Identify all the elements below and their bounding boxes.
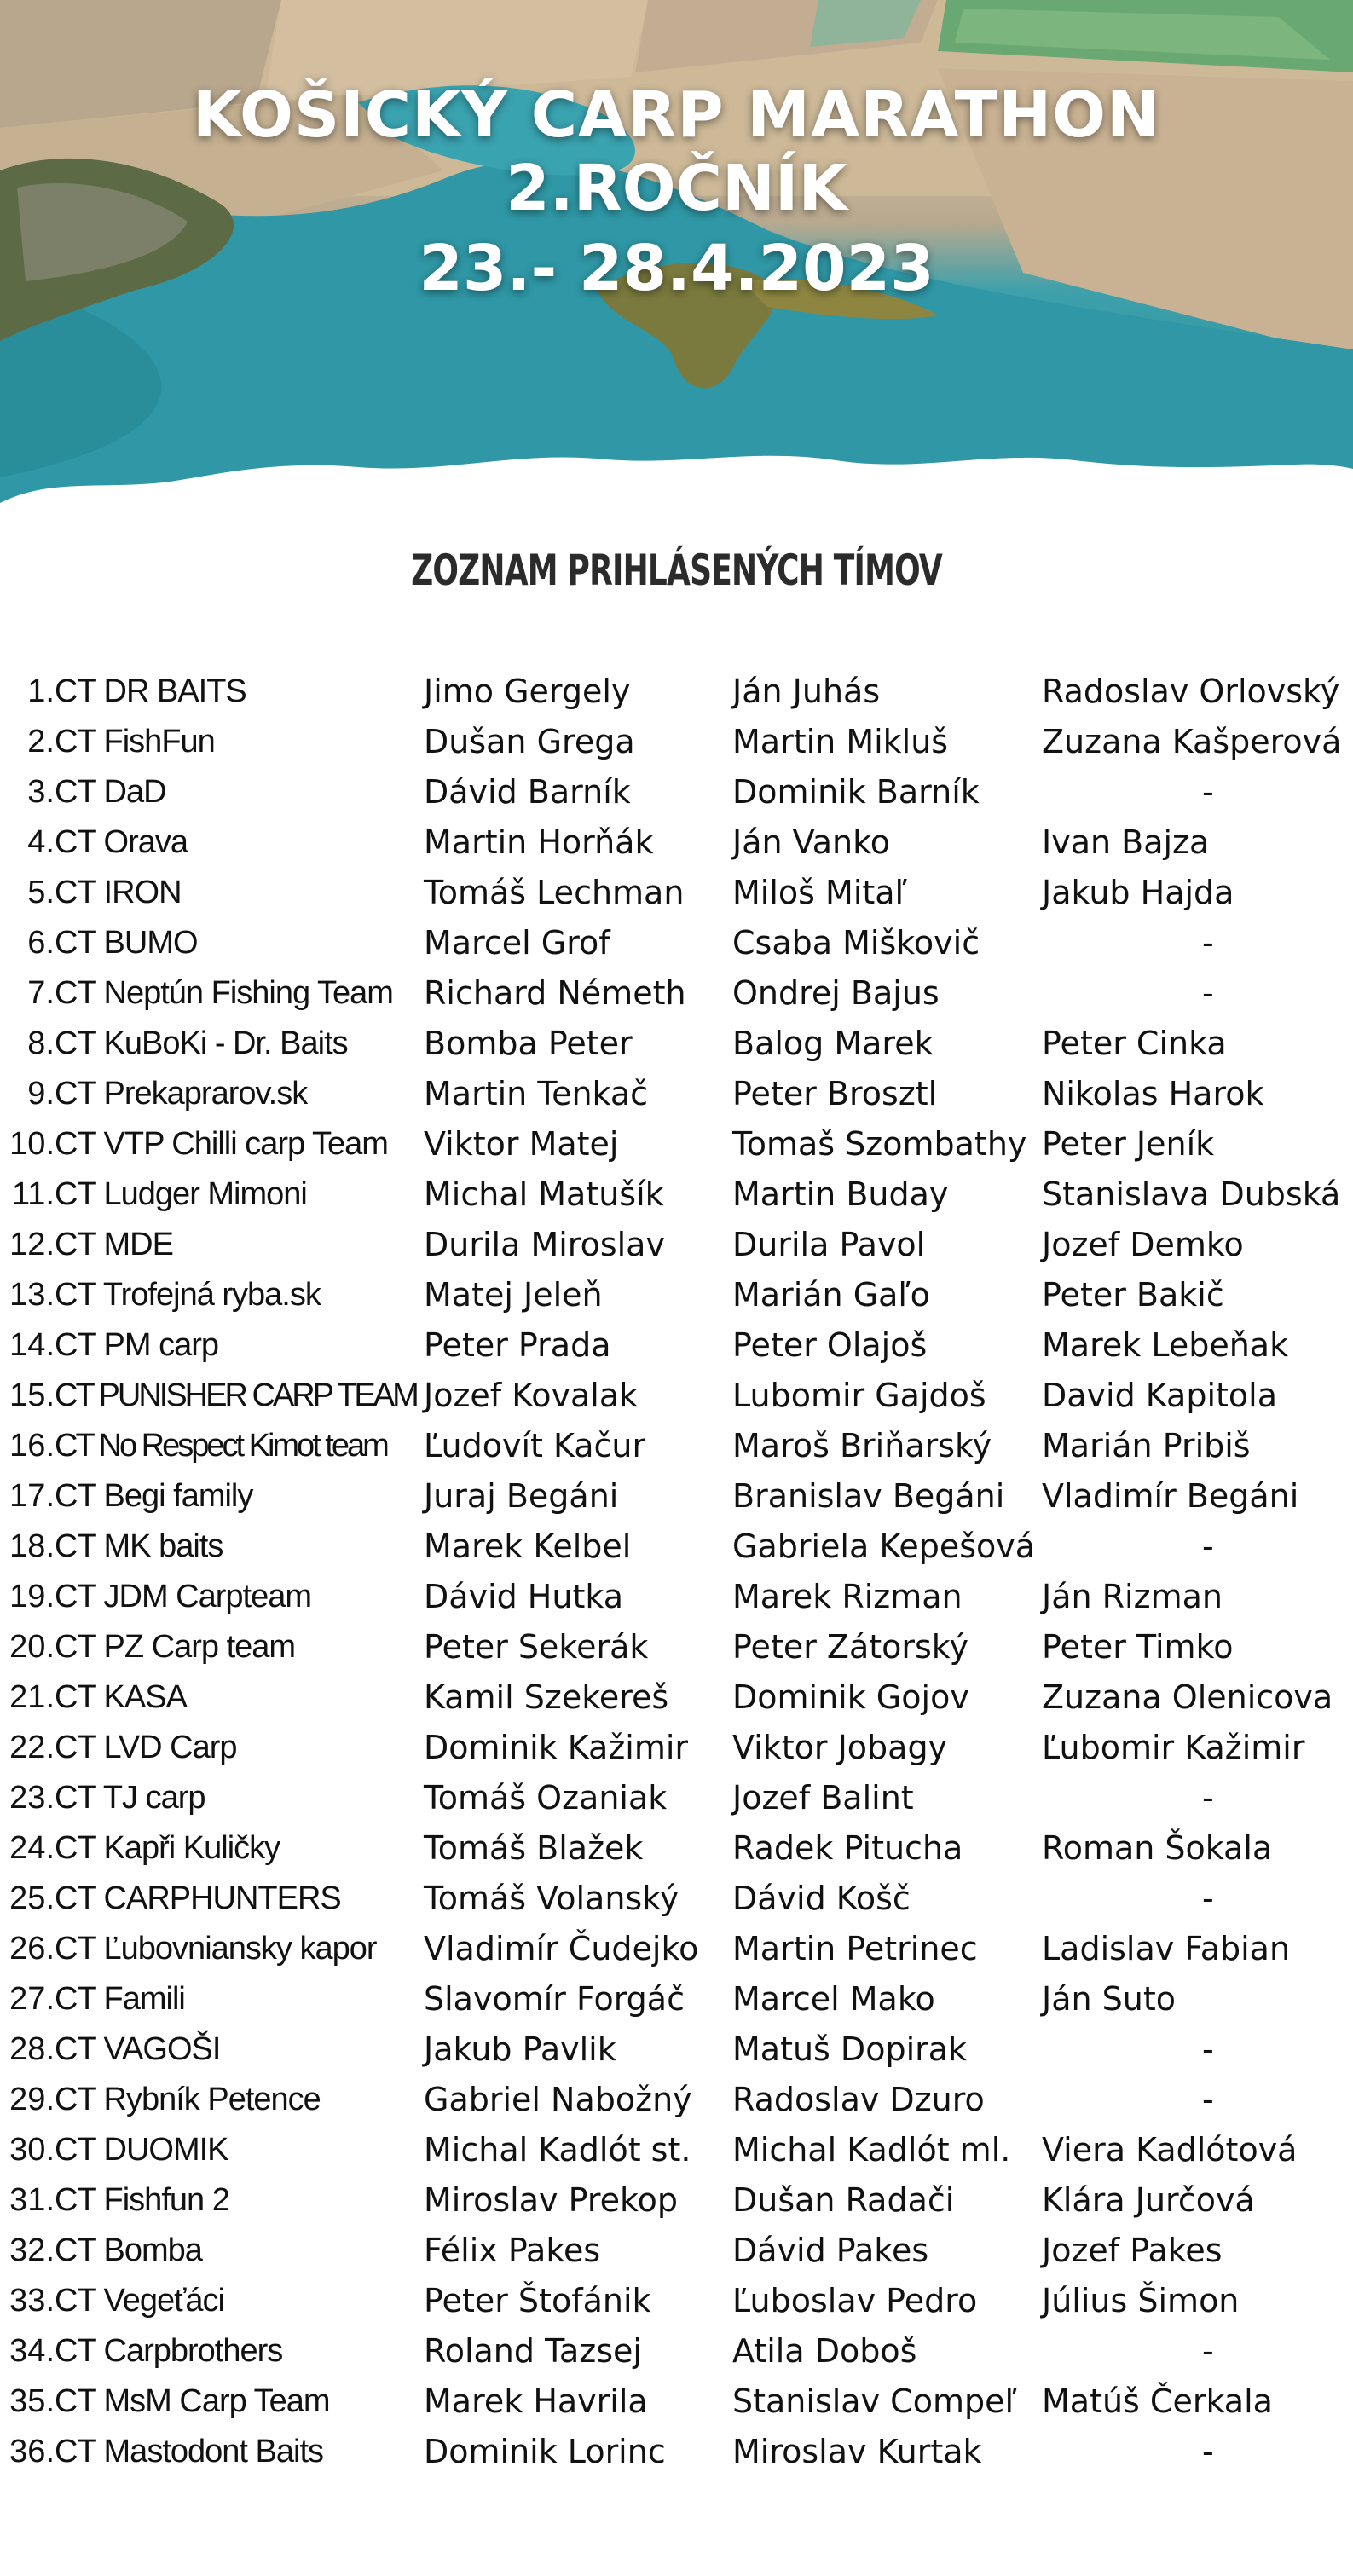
member-1: Michal Kadlót st. bbox=[424, 2131, 691, 2169]
member-2: Branislav Begáni bbox=[732, 1477, 1005, 1515]
team-number: 34. bbox=[9, 2333, 55, 2369]
member-1: Richard Németh bbox=[424, 974, 686, 1012]
member-3: - bbox=[1202, 2030, 1214, 2068]
member-1: Dávid Hutka bbox=[424, 1578, 623, 1615]
member-3: - bbox=[1202, 1880, 1214, 1917]
member-2: Atila Doboš bbox=[732, 2332, 917, 2370]
member-3: Július Šimon bbox=[1042, 2282, 1240, 2319]
team-name: CT VTP Chilli carp Team bbox=[55, 1126, 388, 1162]
member-1: Matej Jeleň bbox=[424, 1276, 603, 1314]
member-2: Radoslav Dzuro bbox=[732, 2081, 985, 2118]
member-3: Roman Šokala bbox=[1042, 1829, 1273, 1867]
team-name: CT VAGOŠI bbox=[55, 2031, 221, 2067]
member-1: Peter Štofánik bbox=[424, 2282, 651, 2319]
team-row bbox=[0, 1874, 1353, 1924]
member-1: Peter Sekerák bbox=[424, 1628, 649, 1666]
team-row bbox=[0, 2326, 1353, 2377]
member-3: Peter Cinka bbox=[1042, 1025, 1227, 1062]
team-number: 14. bbox=[9, 1327, 55, 1363]
team-name: CT KASA bbox=[55, 1679, 187, 1715]
member-2: Marek Rizman bbox=[732, 1578, 963, 1615]
member-3: Ján Suto bbox=[1042, 1980, 1177, 2018]
team-name: CT MDE bbox=[55, 1227, 173, 1262]
member-1: Martin Horňák bbox=[424, 823, 654, 861]
team-number: 28. bbox=[9, 2031, 55, 2067]
member-2: Ondrej Bajus bbox=[732, 974, 940, 1012]
member-3: Zuzana Olenicova bbox=[1042, 1678, 1333, 1716]
team-name: CT Prekaprarov.sk bbox=[55, 1076, 308, 1112]
team-name: CT JDM Carpteam bbox=[55, 1579, 312, 1614]
team-number: 27. bbox=[9, 1981, 55, 2017]
team-row bbox=[0, 2377, 1353, 2427]
member-1: Marek Kelbel bbox=[424, 1528, 632, 1565]
team-number: 23. bbox=[9, 1780, 55, 1816]
team-number: 10. bbox=[9, 1126, 55, 1162]
member-3: - bbox=[1202, 924, 1214, 962]
team-name: CT DUOMIK bbox=[55, 2132, 228, 2168]
member-3: Ľubomir Kažimir bbox=[1042, 1729, 1305, 1766]
member-1: Peter Prada bbox=[424, 1326, 611, 1364]
member-2: Tomaš Szombathy bbox=[732, 1125, 1027, 1163]
member-1: Miroslav Prekop bbox=[424, 2181, 679, 2219]
team-number: 6. bbox=[27, 925, 55, 961]
member-2: Miroslav Kurtak bbox=[732, 2433, 982, 2470]
member-2: Stanislav Compeľ bbox=[732, 2383, 1017, 2420]
team-row bbox=[0, 2175, 1353, 2226]
member-3: Ivan Bajza bbox=[1042, 823, 1210, 861]
team-number: 11. bbox=[11, 1176, 55, 1212]
member-3: - bbox=[1202, 1528, 1214, 1565]
team-name: CT TJ carp bbox=[55, 1780, 205, 1816]
team-name: CT BUMO bbox=[55, 925, 198, 961]
member-3: Stanislava Dubská bbox=[1042, 1175, 1341, 1213]
team-row bbox=[0, 2276, 1353, 2326]
member-2: Peter Brosztl bbox=[732, 1075, 938, 1112]
member-1: Jakub Pavlik bbox=[424, 2030, 616, 2068]
member-1: Juraj Begáni bbox=[424, 1477, 619, 1515]
member-2: Dávid Pakes bbox=[732, 2232, 929, 2269]
team-row bbox=[0, 1823, 1353, 1874]
member-1: Tomáš Ozaniak bbox=[424, 1779, 668, 1816]
team-name: CT Famili bbox=[55, 1981, 185, 2017]
member-2: Martin Buday bbox=[732, 1175, 949, 1213]
member-1: Viktor Matej bbox=[424, 1125, 619, 1163]
member-1: Ľudovít Kačur bbox=[424, 1427, 646, 1464]
team-number: 29. bbox=[9, 2082, 55, 2117]
team-row bbox=[0, 2024, 1353, 2075]
team-number: 9. bbox=[27, 1076, 55, 1112]
member-1: Martin Tenkač bbox=[424, 1075, 649, 1112]
team-number: 35. bbox=[9, 2383, 55, 2419]
team-row bbox=[0, 1622, 1353, 1672]
team-row bbox=[0, 717, 1353, 767]
member-1: Durila Miroslav bbox=[424, 1226, 665, 1263]
member-3: Jozef Pakes bbox=[1042, 2232, 1223, 2269]
member-2: Dávid Košč bbox=[732, 1880, 911, 1917]
team-row bbox=[0, 1320, 1353, 1371]
member-2: Jozef Balint bbox=[732, 1779, 914, 1816]
team-row bbox=[0, 2075, 1353, 2125]
team-row bbox=[0, 1019, 1353, 1069]
team-row bbox=[0, 968, 1353, 1019]
team-name: CT Ludger Mimoni bbox=[55, 1176, 307, 1212]
member-2: Lubomir Gajdoš bbox=[732, 1377, 986, 1414]
member-2: Dušan Radači bbox=[732, 2181, 955, 2219]
member-3: Ladislav Fabian bbox=[1042, 1930, 1291, 1967]
team-number: 32. bbox=[9, 2232, 55, 2268]
event-edition: 2.ROČNÍK bbox=[506, 152, 847, 225]
team-number: 26. bbox=[9, 1931, 55, 1967]
team-row bbox=[0, 1119, 1353, 1170]
team-number: 21. bbox=[9, 1679, 55, 1715]
member-2: Dominik Barník bbox=[732, 773, 980, 811]
member-3: - bbox=[1202, 1779, 1214, 1816]
member-1: Tomáš Volanský bbox=[424, 1880, 679, 1917]
team-row bbox=[0, 1522, 1353, 1572]
member-3: Viera Kadlótová bbox=[1042, 2131, 1298, 2169]
team-name: CT PM carp bbox=[55, 1327, 219, 1363]
member-2: Peter Zátorský bbox=[732, 1628, 968, 1666]
team-row bbox=[0, 2427, 1353, 2477]
member-1: Roland Tazsej bbox=[424, 2332, 642, 2370]
team-name: CT PUNISHER CARP TEAM bbox=[55, 1378, 417, 1413]
team-name: CT Begi family bbox=[55, 1478, 253, 1514]
team-row bbox=[0, 667, 1353, 717]
teams-table bbox=[0, 667, 1353, 2477]
member-2: Csaba Miškovič bbox=[732, 924, 980, 962]
team-number: 16. bbox=[9, 1428, 55, 1464]
member-3: - bbox=[1202, 974, 1214, 1012]
team-name: CT Rybník Petence bbox=[55, 2082, 321, 2117]
member-1: Marek Havrila bbox=[424, 2383, 648, 2420]
member-1: Dominik Lorinc bbox=[424, 2433, 666, 2470]
member-1: Michal Matušík bbox=[424, 1175, 664, 1213]
member-2: Dominik Gojov bbox=[732, 1678, 969, 1716]
team-row bbox=[0, 1672, 1353, 1723]
member-3: - bbox=[1202, 2081, 1214, 2118]
member-3: - bbox=[1202, 773, 1214, 811]
member-1: Tomáš Lechman bbox=[424, 874, 685, 911]
member-1: Dávid Barník bbox=[424, 773, 631, 811]
team-row bbox=[0, 817, 1353, 868]
team-number: 36. bbox=[9, 2434, 55, 2469]
team-row bbox=[0, 1723, 1353, 1773]
team-number: 8. bbox=[27, 1025, 55, 1061]
team-row bbox=[0, 767, 1353, 817]
member-2: Gabriela Kepešová bbox=[732, 1528, 1036, 1565]
registered-teams-heading: ZOZNAM PRIHLÁSENÝCH TÍMOV bbox=[411, 546, 942, 595]
team-number: 19. bbox=[9, 1579, 55, 1614]
member-3: - bbox=[1202, 2433, 1214, 2470]
member-2: Michal Kadlót ml. bbox=[732, 2131, 1011, 2169]
team-row bbox=[0, 1421, 1353, 1471]
member-1: Jimo Gergely bbox=[424, 673, 631, 710]
team-number: 30. bbox=[9, 2132, 55, 2168]
team-row bbox=[0, 1924, 1353, 1974]
team-name: CT Ľubovniansky kapor bbox=[55, 1931, 377, 1967]
member-3: Marek Lebeňak bbox=[1042, 1326, 1289, 1364]
member-2: Martin Petrinec bbox=[732, 1930, 978, 1967]
team-row bbox=[0, 1220, 1353, 1270]
team-number: 3. bbox=[27, 774, 55, 810]
team-number: 13. bbox=[9, 1277, 55, 1313]
team-name: CT Carpbrothers bbox=[55, 2333, 283, 2369]
member-3: Klára Jurčová bbox=[1042, 2181, 1255, 2219]
team-name: CT Fishfun 2 bbox=[55, 2182, 229, 2218]
team-number: 20. bbox=[9, 1629, 55, 1665]
member-2: Ján Vanko bbox=[732, 823, 890, 861]
team-row bbox=[0, 2226, 1353, 2276]
team-number: 4. bbox=[27, 824, 55, 860]
member-3: Marián Pribiš bbox=[1042, 1427, 1251, 1464]
team-row bbox=[0, 1270, 1353, 1320]
member-2: Miloš Mitaľ bbox=[732, 874, 907, 911]
team-number: 1. bbox=[27, 673, 55, 709]
member-2: Ján Juhás bbox=[732, 673, 881, 710]
member-3: - bbox=[1202, 2332, 1214, 2370]
member-2: Marián Gaľo bbox=[732, 1276, 930, 1314]
member-1: Dominik Kažimir bbox=[424, 1729, 689, 1766]
team-name: CT MK baits bbox=[55, 1528, 223, 1564]
member-2: Viktor Jobagy bbox=[732, 1729, 948, 1766]
team-row bbox=[0, 918, 1353, 968]
member-3: Peter Timko bbox=[1042, 1628, 1234, 1666]
member-1: Vladimír Čudejko bbox=[424, 1930, 699, 1967]
team-name: CT DaD bbox=[55, 774, 166, 810]
member-1: Tomáš Blažek bbox=[424, 1829, 644, 1867]
member-1: Gabriel Nabožný bbox=[424, 2081, 692, 2118]
team-name: CT MsM Carp Team bbox=[55, 2383, 330, 2419]
team-name: CT Bomba bbox=[55, 2232, 202, 2268]
team-name: CT Mastodont Baits bbox=[55, 2434, 324, 2469]
member-1: Jozef Kovalak bbox=[424, 1377, 639, 1414]
team-number: 18. bbox=[9, 1528, 55, 1564]
member-2: Durila Pavol bbox=[732, 1226, 926, 1263]
team-number: 25. bbox=[9, 1880, 55, 1916]
team-number: 31. bbox=[9, 2182, 55, 2218]
team-name: CT CARPHUNTERS bbox=[55, 1880, 341, 1916]
member-3: Jozef Demko bbox=[1042, 1226, 1244, 1263]
member-3: David Kapitola bbox=[1042, 1377, 1278, 1414]
team-name: CT Kapři Kuličky bbox=[55, 1830, 280, 1866]
team-row bbox=[0, 1471, 1353, 1522]
team-name: CT LVD Carp bbox=[55, 1730, 237, 1765]
team-name: CT Neptún Fishing Team bbox=[55, 975, 393, 1011]
team-name: CT KuBoKi - Dr. Baits bbox=[55, 1025, 348, 1061]
team-name: CT Trofejná ryba.sk bbox=[55, 1277, 321, 1313]
team-name: CT PZ Carp team bbox=[55, 1629, 296, 1665]
member-2: Marcel Mako bbox=[732, 1980, 935, 2018]
team-number: 2. bbox=[27, 724, 55, 760]
member-2: Matuš Dopirak bbox=[732, 2030, 968, 2068]
team-number: 24. bbox=[9, 1830, 55, 1866]
member-1: Dušan Grega bbox=[424, 723, 635, 760]
member-2: Ľuboslav Pedro bbox=[732, 2282, 978, 2319]
member-2: Martin Mikluš bbox=[732, 723, 949, 760]
member-3: Ján Rizman bbox=[1042, 1578, 1223, 1615]
team-name: CT Orava bbox=[55, 824, 188, 860]
member-2: Peter Olajoš bbox=[732, 1326, 928, 1364]
event-dates: 23.- 28.4.2023 bbox=[419, 232, 934, 305]
team-number: 17. bbox=[9, 1478, 55, 1514]
team-row bbox=[0, 1974, 1353, 2024]
member-1: Bomba Peter bbox=[424, 1025, 633, 1062]
team-name: CT IRON bbox=[55, 875, 182, 910]
team-name: CT Vegeťáci bbox=[55, 2283, 225, 2319]
member-3: Radoslav Orlovský bbox=[1042, 673, 1340, 710]
team-row bbox=[0, 1371, 1353, 1421]
team-name: CT No Respect Kimot team bbox=[55, 1428, 387, 1464]
member-3: Matúš Čerkala bbox=[1042, 2383, 1273, 2420]
team-number: 7. bbox=[27, 975, 55, 1011]
member-3: Vladimír Begáni bbox=[1042, 1477, 1299, 1515]
team-row bbox=[0, 1773, 1353, 1823]
member-2: Maroš Briňarský bbox=[732, 1427, 992, 1464]
member-3: Peter Jeník bbox=[1042, 1125, 1215, 1163]
team-number: 22. bbox=[9, 1730, 55, 1765]
member-2: Radek Pitucha bbox=[732, 1829, 963, 1867]
team-number: 33. bbox=[9, 2283, 55, 2319]
team-name: CT DR BAITS bbox=[55, 673, 246, 709]
member-3: Nikolas Harok bbox=[1042, 1075, 1264, 1112]
team-number: 12. bbox=[9, 1227, 55, 1262]
team-row bbox=[0, 1572, 1353, 1622]
member-2: Balog Marek bbox=[732, 1025, 934, 1062]
member-1: Kamil Szekereš bbox=[424, 1678, 669, 1716]
member-1: Marcel Grof bbox=[424, 924, 610, 962]
member-1: Slavomír Forgáč bbox=[424, 1980, 685, 2018]
member-3: Peter Bakič bbox=[1042, 1276, 1224, 1314]
team-row bbox=[0, 2125, 1353, 2175]
team-row bbox=[0, 1069, 1353, 1119]
member-1: Félix Pakes bbox=[424, 2232, 601, 2269]
team-row bbox=[0, 1170, 1353, 1220]
team-number: 5. bbox=[27, 875, 55, 910]
member-3: Jakub Hajda bbox=[1042, 874, 1234, 911]
team-name: CT FishFun bbox=[55, 724, 215, 760]
team-row bbox=[0, 868, 1353, 918]
event-title: KOŠICKÝ CARP MARATHON bbox=[193, 78, 1160, 152]
team-number: 15. bbox=[9, 1378, 55, 1413]
hero-banner bbox=[0, 0, 1353, 528]
member-3: Zuzana Kašperová bbox=[1042, 723, 1342, 760]
